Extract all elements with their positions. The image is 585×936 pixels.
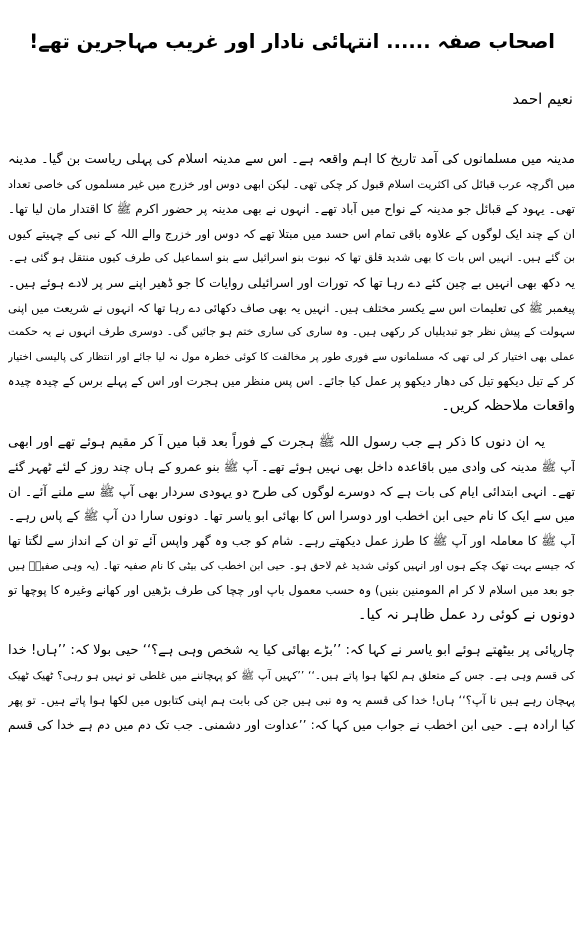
- text-line: مدینہ میں مسلمانوں کی آمد تاریخ کا اہم واقعہ ہے۔ اس سے مدینہ اسلام کی پہلی ریاست بن گیا۔ مدینہ: [8, 152, 575, 167]
- text-line: کہ جیسے بہت تھک چکے ہوں اور انہیں کوئی شدید غم لاحق ہو۔ حیی ابن اخطب کی بیٹی کا نام صفیہ تھا۔ (یہ وہی صفیہؓ ہیں: [8, 559, 575, 572]
- text-line: واقعات ملاحظہ کریں۔: [441, 397, 575, 414]
- author-name: نعیم احمد: [512, 90, 573, 108]
- text-line: آپ ﷺ مدینہ کی وادی میں باقاعدہ داخل بھی نہیں ہوئے تھے۔ آپ ﷺ بنو عمرو کے ہاں چند روز کے لئے ٹھہر گئے: [8, 460, 575, 475]
- text-line: کیا ارادہ ہے۔ حیی ابن اخطب نے جواب میں کہا کہ: ’’عداوت اور دشمنی۔ جب تک دم میں دم ہے خدا کی قسم: [8, 718, 575, 733]
- text-line: پیغمبر ﷺ کی تعلیمات اس سے یکسر مختلف ہیں۔ انہیں یہ بھی صاف دکھائی دے رہا تھا کہ انہوں نے شریعت میں اپنی: [8, 300, 575, 315]
- text-line: بن گئے ہیں۔ انہیں اس بات کا بھی شدید قلق تھا کہ نبوت بنو اسرائیل سے بنو اسماعیل کی طرف کیوں منتقل ہو گئی ہے۔: [8, 251, 575, 265]
- text-line: یہ ان دنوں کا ذکر ہے جب رسول اللہ ﷺ ہجرت کے فوراً بعد قبا میں آ کر مقیم ہوئے تھے اور ابھی: [8, 434, 545, 450]
- paragraph-3: [8, 639, 575, 737]
- text-line: تھی۔ یہود کے قبائل جو مدینہ کے نواح میں آباد تھے۔ انہوں نے بھی مدینہ پر حضور اکرم ﷺ کا اقتدار مان لیا تھا۔: [8, 202, 575, 217]
- article-title: اصحاب صفہ ...... انتہائی نادار اور غریب مہاجرین تھے!: [29, 30, 555, 53]
- text-line: جو بعد میں اسلام لا کر ام المومنین بنیں) وہ حسب معمول باپ اور چچا کی طرف بڑھیں اور کھانے وغیرہ کا پوچھا تو: [8, 583, 575, 598]
- text-line: کی قسم وہی ہے۔ جس کے متعلق ہم لکھا ہوا پاتے ہیں۔‘‘ ’’کہیں آپ ﷺ کو پہچاننے میں غلطی تو نہیں ہو رہی؟ ٹھیک ٹھیک: [8, 668, 575, 682]
- text-line: عملی بھی اختیار کر لی تھی کہ مسلمانوں سے فوری طور پر مخالفت کا کوئی خطرہ مول نہ لیا جائے اور انتظار کی پالیسی اختیار: [8, 350, 575, 363]
- text-line: میں سے ایک کا نام حیی ابن اخطب اور دوسرا اس کا بھائی ابو یاسر تھا۔ دونوں سارا دن آپ ﷺ کے پاس رہے۔: [8, 508, 575, 524]
- text-line: چارپائی پر بیٹھتے ہوئے ابو یاسر نے کہا کہ: ’’بڑے بھائی کیا یہ شخص وہی ہے؟‘‘ حیی بولا کہ: ’’ہاں! خدا: [8, 643, 575, 659]
- text-line: میں اگرچہ عرب قبائل کی اکثریت اسلام قبول کر چکی تھی۔ لیکن ابھی دوس اور خزرج میں غیر مسلموں کی خاصی تعداد: [8, 177, 575, 191]
- text-line: پہچان رہے ہیں نا آپ؟‘‘ ہاں! خدا کی قسم یہ وہ نبی ہیں جن کی بابت ہم اپنی کتابوں میں لکھا ہوا پاتے ہیں۔ تو پھر: [8, 693, 575, 708]
- text-line: یہ دکھ بھی انہیں بے چین کئے دے رہا تھا کہ تورات اور اسرائیلی روایات کا جو ڈھیر اپنے سر پر لادے ہوئے ہیں۔: [8, 274, 575, 290]
- article-body: [8, 148, 575, 750]
- text-line: تھے۔ انہی ابتدائی ایام کی بات ہے کہ دوسرے لوگوں کی طرح دو یہودی سردار بھی آپ ﷺ سے ملنے آئے۔ ان: [8, 483, 575, 499]
- text-line: ان کے چند ایک لوگوں کے علاوہ باقی تمام اس حسد میں مبتلا تھے کہ دوس اور خزرج والے اللہ کے نبی کے چہیتے کیوں: [8, 226, 575, 241]
- text-line: سہولت کے پیش نظر جو تبدیلیاں کر رکھی ہیں۔ وہ ساری کی ساری ختم ہو جائیں گی۔ دوسری طرف انہوں نے یہ حکمت: [8, 325, 575, 339]
- text-line: دونوں نے کوئی رد عمل ظاہر نہ کیا۔: [358, 606, 575, 623]
- paragraph-1: [8, 148, 575, 419]
- paragraph-2: [8, 431, 575, 628]
- text-line: کر کے تیل دیکھو تیل کی دھار دیکھو پر عمل کیا جائے۔ اس پس منظر میں ہجرت اور اس کے پہلے برس کے چیدہ چیدہ: [8, 374, 575, 389]
- text-line: آپ ﷺ کا معاملہ اور آپ ﷺ کا طرز عمل دیکھتے رہے۔ شام کو جب وہ گھر واپس آئے تو ان کے انداز سے لگتا تھا: [8, 533, 575, 548]
